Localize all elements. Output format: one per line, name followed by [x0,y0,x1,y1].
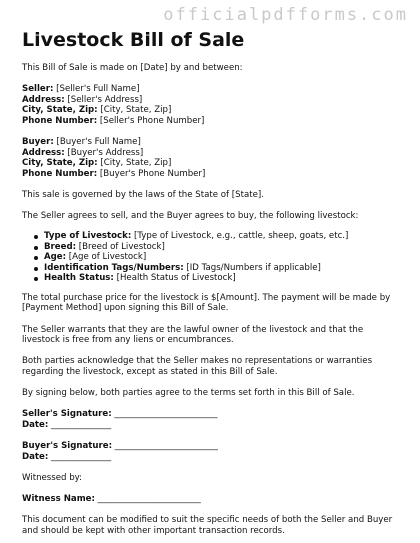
price-paragraph: The total purchase price for the livestock is $[Amount]. The payment will be made by [Payment Method] upon signing this Bill of Sale. [22,292,391,314]
list-item [44,263,400,274]
seller-signature-line [22,409,400,420]
buyer-csz-line [22,158,400,169]
buyer-date-blank: ______________ [48,451,112,462]
livestock-id-value: [ID Tags/Numbers if applicable] [183,262,321,273]
buyer-address-label: Address: [22,147,65,158]
livestock-id-label: Identification Tags/Numbers: [44,262,184,273]
seller-csz-line [22,105,400,116]
witness-name-line [22,494,400,505]
buyer-csz-label: City, State, Zip: [22,158,98,169]
buyer-phone-value: [Buyer's Phone Number] [97,168,206,179]
buyer-signature-line [22,441,400,452]
buyer-name-value: [Buyer's Full Name] [53,137,141,148]
list-item [44,242,400,253]
buyer-date-label: Date: [22,451,49,462]
closing-paragraph: This document can be modified to suit the specific needs of both the Seller and Buyer and should be kept with other important transaction records. [22,515,393,536]
document-title: Livestock Bill of Sale [22,29,245,51]
agreement-paragraph: The Seller agrees to sell, and the Buyer agrees to buy, the following livestock: [22,211,359,222]
seller-address-value: [Seller's Address] [64,94,143,105]
livestock-list [22,231,400,284]
seller-date-label: Date: [22,420,49,430]
buyer-signature-blank: ________________________ [112,441,218,452]
document-body [22,63,400,537]
buyer-csz-value: [City, State, Zip] [97,158,172,169]
buyer-name-line [22,137,400,148]
livestock-age-label: Age: [44,252,67,263]
witness-name-label: Witness Name: [22,494,95,505]
seller-signature-block [22,409,400,430]
seller-date-blank: ______________ [48,420,112,430]
livestock-type-value: [Type of Livestock, e.g., cattle, sheep, goats, etc.] [131,230,349,241]
seller-signature-blank: ________________________ [111,409,218,420]
buyer-signature-label: Buyer's Signature: [22,441,113,452]
livestock-age-value: [Age of Livestock] [66,252,147,263]
buyer-date-line [22,452,400,463]
witnessed-by-text: Witnessed by: [22,472,83,483]
seller-phone-label: Phone Number: [22,115,98,126]
warranty-paragraph: The Seller warrants that they are the lawful owner of the livestock and that the livestock is free from any liens or encumbrances. [22,324,364,346]
site-watermark: officialpdfforms.com [163,5,408,25]
seller-address-label: Address: [22,94,65,105]
seller-name-label: Seller: [22,84,54,95]
intro-paragraph: This Bill of Sale is made on [Date] by and between: [22,63,243,73]
list-item [44,252,400,263]
buyer-name-label: Buyer: [22,137,54,148]
seller-csz-label: City, State, Zip: [22,105,98,116]
livestock-type-label: Type of Livestock: [44,230,132,241]
seller-address-line [22,95,400,106]
livestock-breed-label: Breed: [44,241,77,252]
seller-date-line [22,420,400,431]
agree-paragraph: By signing below, both parties agree to the terms set forth in this Bill of Sale. [22,388,355,399]
buyer-phone-label: Phone Number: [22,168,98,179]
witness-name-blank: ________________________ [94,494,201,505]
seller-signature-label: Seller's Signature: [22,409,112,420]
seller-name-value: [Seller's Full Name] [53,84,140,95]
seller-block [22,84,400,126]
governing-law-paragraph: This sale is governed by the laws of the State of [State]. [22,190,264,201]
list-item [44,273,400,284]
livestock-health-value: [Health Status of Livestock] [113,273,236,284]
livestock-health-label: Health Status: [44,273,114,284]
seller-phone-value: [Seller's Phone Number] [97,115,205,126]
seller-csz-value: [City, State, Zip] [97,105,172,116]
acknowledgment-paragraph: Both parties acknowledge that the Seller makes no representations or warranties regarding the livestock, except as stated in this Bill of Sale. [22,356,373,378]
buyer-block [22,137,400,179]
buyer-address-value: [Buyer's Address] [64,147,144,158]
buyer-signature-block [22,441,400,462]
seller-phone-line [22,116,400,127]
livestock-breed-value: [Breed of Livestock] [76,241,165,252]
list-item [44,231,400,242]
buyer-address-line [22,148,400,159]
buyer-phone-line [22,169,400,180]
seller-name-line [22,84,400,95]
